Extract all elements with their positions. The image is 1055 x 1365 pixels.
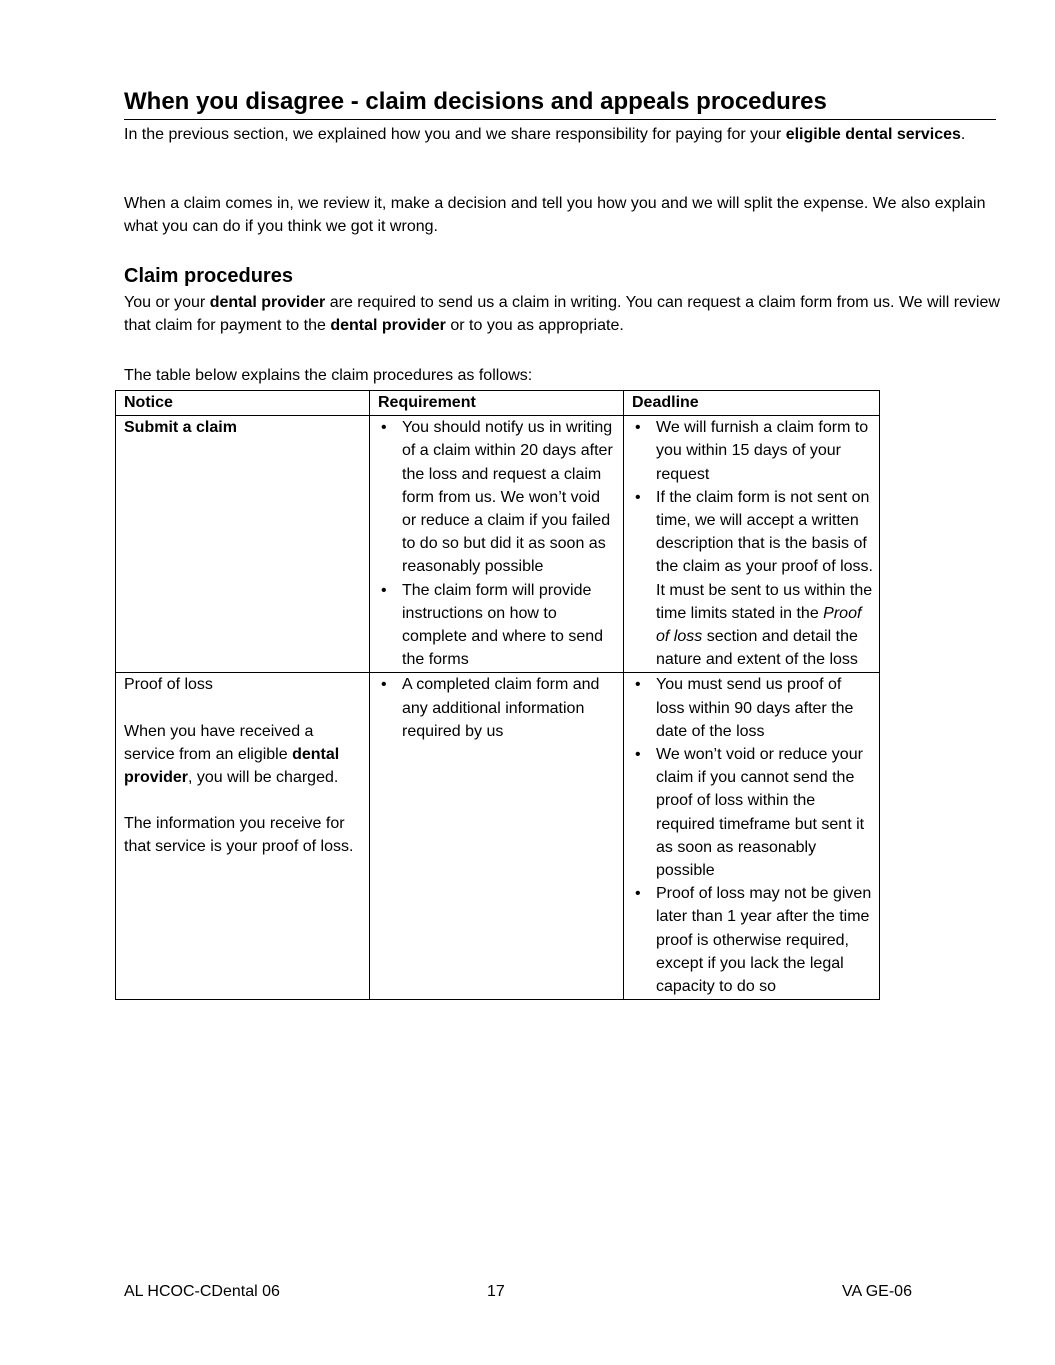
claim-procedures-paragraph	[124, 291, 1004, 337]
table-row	[116, 416, 880, 673]
deadline-text: If the claim form is not sent on time, we will accept a written description that is the basis of the claim as your proof of loss. It must be sent to us within the time limits stated in the	[656, 488, 873, 622]
table-row	[116, 673, 880, 1000]
page-number: 17	[487, 1283, 505, 1300]
notice-detail-emphasis: dental provider	[124, 745, 340, 787]
notice-cell	[116, 416, 370, 673]
cp-text-a: You or your	[124, 294, 210, 311]
list-item: • We won’t void or reduce your claim if you cannot send the proof of loss within the required timeframe but sent it as soon as reasonably possible	[632, 743, 873, 882]
notice-cell	[116, 673, 370, 1000]
requirement-cell	[370, 673, 624, 1000]
list-item	[632, 486, 873, 672]
page-title: When you disagree - claim decisions and appeals procedures	[124, 86, 996, 120]
notice-detail-text: When you have received a service from an eligible	[124, 722, 314, 763]
requirement-list	[378, 673, 617, 743]
cp-text-e: or to you as appropriate.	[445, 317, 624, 334]
header-requirement: Requirement	[370, 391, 624, 416]
list-item: • Proof of loss may not be given later than 1 year after the time proof is otherwise required, except if you lack the legal capacity to do so	[632, 882, 873, 998]
footer-state-code: VA GE-06	[842, 1283, 912, 1300]
cp-emphasis-d: dental provider	[330, 317, 446, 334]
list-item: • You should notify us in writing of a claim within 20 days after the loss and request a claim form from us. We won’t void or reduce a claim if you failed to do so but did it as soon as reasonably possible	[378, 416, 617, 578]
cp-emphasis-b: dental provider	[209, 294, 326, 311]
intro-text: In the previous section, we explained how you and we share responsibility for paying for your	[124, 126, 786, 143]
header-deadline: Deadline	[624, 391, 880, 416]
table-intro: The table below explains the claim procedures as follows:	[124, 367, 533, 384]
notice-detail	[124, 720, 363, 790]
intro-emphasis: eligible dental services	[785, 126, 961, 143]
deadline-cell	[624, 416, 880, 673]
deadline-text-end: section and detail the nature and extent of the loss	[656, 628, 858, 669]
intro-paragraph-2: When a claim comes in, we review it, make a decision and tell you how you and we will split the expense. We also explain what you can do if you think we got it wrong.	[124, 195, 986, 235]
requirement-cell	[370, 416, 624, 673]
list-item: • You must send us proof of loss within 90 days after the date of the loss	[632, 673, 873, 743]
deadline-list	[632, 673, 873, 998]
deadline-list	[632, 416, 873, 671]
section-title: Claim procedures	[124, 265, 293, 287]
intro-period: .	[960, 126, 966, 143]
list-item: • We will furnish a claim form to you within 15 days of your request	[632, 416, 873, 486]
deadline-cell	[624, 673, 880, 1000]
requirement-list	[378, 416, 617, 671]
deadline-italic: Proof of loss	[656, 604, 862, 646]
list-item: • The claim form will provide instructions on how to complete and where to send the forms	[378, 579, 617, 672]
intro-paragraph-1	[124, 123, 1004, 146]
notice-detail-2: The information you receive for that service is your proof of loss.	[124, 815, 354, 856]
list-item: • A completed claim form and any additional information required by us	[378, 673, 617, 743]
claim-procedures-table	[115, 390, 880, 1000]
header-notice: Notice	[116, 391, 370, 416]
cp-text-c: are required to send us a claim in writing. You can request a claim form from us. We will review that claim for payment to the	[124, 294, 1000, 334]
notice-submit-claim: Submit a claim	[124, 419, 237, 437]
footer-form-id: AL HCOC-CDental 06	[124, 1283, 280, 1300]
table-header-row	[116, 391, 880, 416]
notice-detail-end: , you will be charged.	[188, 769, 339, 787]
notice-proof-of-loss: Proof of loss	[124, 676, 213, 694]
